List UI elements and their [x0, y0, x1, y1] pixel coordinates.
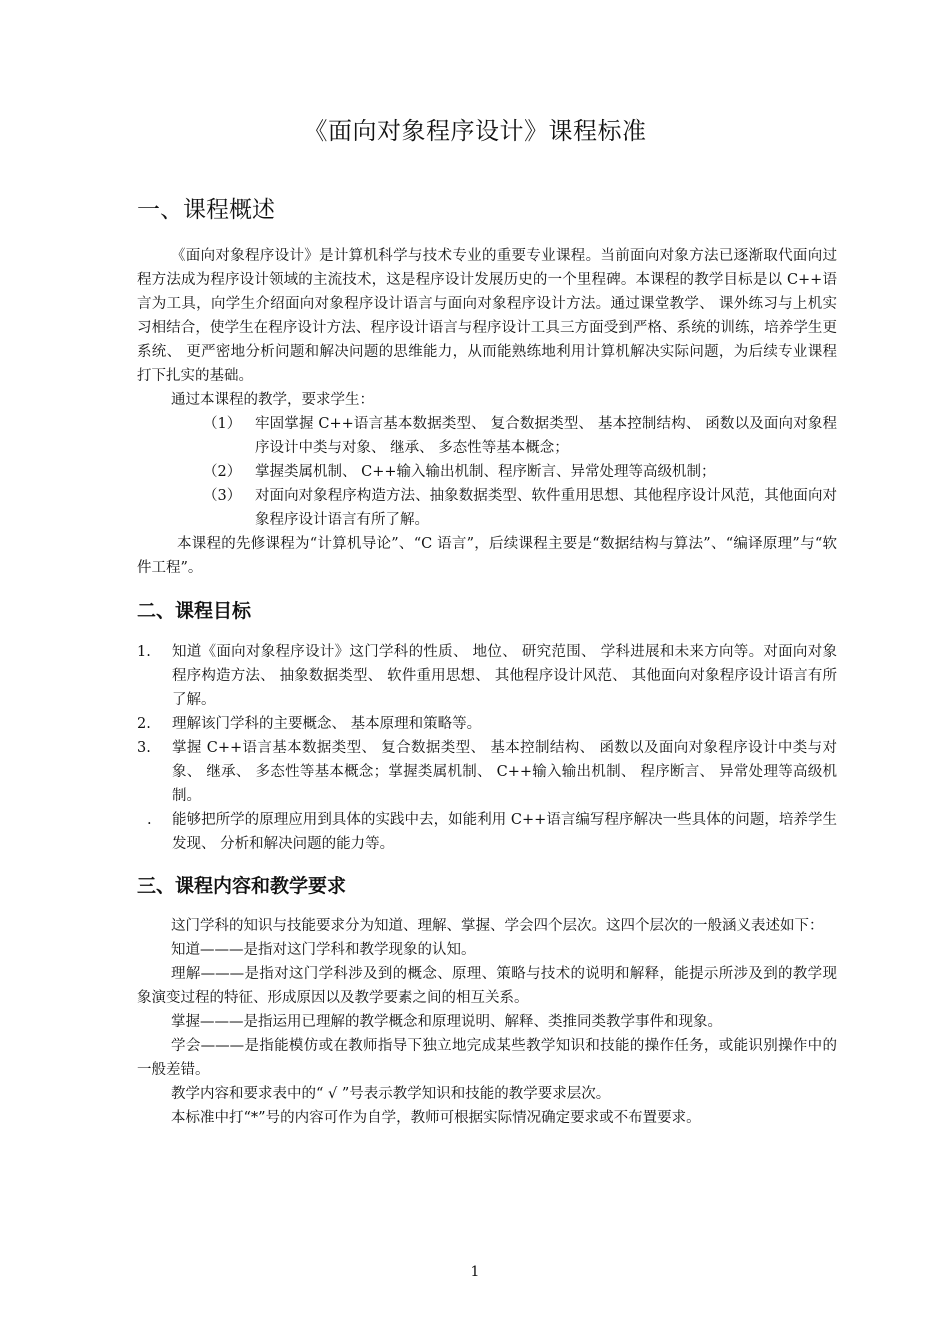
- content-paragraph: 本标准中打“*”号的内容可作为自学，教师可根据实际情况确定要求或不布置要求。: [171, 1110, 701, 1126]
- overview-paragraph: 《面向对象程序设计》是计算机科学与技术专业的重要专业课程。当前面向对象方法已逐渐取代面向过程方法成为程序设计领域的主流技术，这是程序设计发展历史的一个里程碑。本课程的教学目标是以 C++语言为工具，向学生介绍面向对象程序设计语言与面向对象程序设计方法。通过课堂教学、 课外练习与上机实习相结合，使学生在程序设计方法、程序设计语言与程序设计工具三方面受到严格、系统的训练，培养学生更系统、 更严密地分析问题和解决问题的思维能力，从而能熟练地利用计算机解决实际问题，为后续专业课程打下扎实的基础。: [137, 248, 837, 384]
- prerequisite-paragraph: 本课程的先修课程为“计算机导论”、“C 语言”，后续课程主要是“数据结构与算法”、“编译原理”与“软件工程”。: [137, 536, 837, 576]
- objective-number: 2.: [137, 716, 151, 732]
- section-heading-objectives: 二、课程目标: [137, 600, 252, 622]
- objective-number: .: [147, 812, 152, 828]
- section-overview-body: [137, 244, 837, 580]
- objective-text: 理解该门学科的主要概念、 基本原理和策略等。: [172, 716, 482, 732]
- section-heading-overview: 一、课程概述: [137, 197, 275, 223]
- objective-item: [137, 712, 837, 736]
- objective-item: [137, 640, 837, 712]
- content-paragraph: 学会———是指能模仿或在教师指导下独立地完成某些教学知识和技能的操作任务，或能识别操作中的一般差错。: [137, 1038, 837, 1078]
- requirement-item: [137, 412, 837, 460]
- requirement-number: （1）: [203, 416, 242, 432]
- content-paragraph: 理解———是指对这门学科涉及到的概念、原理、策略与技术的说明和解释，能提示所涉及到的教学现象演变过程的特征、形成原因以及教学要素之间的相互关系。: [137, 966, 837, 1006]
- requirement-item: [137, 484, 837, 532]
- requirements-intro: 通过本课程的教学，要求学生：: [171, 392, 374, 408]
- objective-text: 知道《面向对象程序设计》这门学科的性质、 地位、 研究范围、 学科进展和未来方向等。对面向对象程序构造方法、 抽象数据类型、 软件重用思想、 其他程序设计风范、 其他面向对象程序设计语言有所了解。: [172, 644, 837, 708]
- content-paragraph: 教学内容和要求表中的“ √ ”号表示教学知识和技能的教学要求层次。: [171, 1086, 611, 1102]
- requirement-number: （2）: [203, 464, 242, 480]
- objective-item: [137, 736, 837, 808]
- requirement-text: 掌握类属机制、 C++输入输出机制、程序断言、异常处理等高级机制；: [255, 464, 716, 480]
- requirement-text: 对面向对象程序构造方法、抽象数据类型、软件重用思想、其他程序设计风范，其他面向对象程序设计语言有所了解。: [255, 488, 837, 528]
- objective-number: 1.: [137, 644, 151, 660]
- document-title: 《面向对象程序设计》课程标准: [303, 117, 647, 145]
- content-paragraph: 这门学科的知识与技能要求分为知道、理解、掌握、学会四个层次。这四个层次的一般涵义表述如下：: [171, 918, 824, 934]
- objective-number: 3.: [137, 740, 151, 756]
- objective-item: [137, 808, 837, 856]
- section-heading-content: 三、课程内容和教学要求: [137, 875, 347, 897]
- requirement-number: （3）: [203, 488, 242, 504]
- requirement-item: [137, 460, 837, 484]
- content-paragraph: 掌握———是指运用已理解的教学概念和原理说明、解释、类推同类教学事件和现象。: [171, 1014, 722, 1030]
- objective-text: 掌握 C++语言基本数据类型、 复合数据类型、 基本控制结构、 函数以及面向对象程序设计中类与对象、 继承、 多态性等基本概念；掌握类属机制、 C++输入输出机制、 程序断言、 异常处理等高级机制。: [172, 740, 837, 804]
- section-content-body: [137, 914, 837, 1130]
- requirement-text: 牢固掌握 C++语言基本数据类型、 复合数据类型、 基本控制结构、 函数以及面向对象程序设计中类与对象、 继承、 多态性等基本概念；: [255, 416, 837, 456]
- page-number: 1: [470, 1264, 480, 1280]
- content-paragraph: 知道———是指对这门学科和教学现象的认知。: [171, 942, 476, 958]
- objective-text: 能够把所学的原理应用到具体的实践中去，如能利用 C++语言编写程序解决一些具体的问题，培养学生发现、 分析和解决问题的能力等。: [172, 812, 837, 852]
- objectives-list: [137, 640, 837, 856]
